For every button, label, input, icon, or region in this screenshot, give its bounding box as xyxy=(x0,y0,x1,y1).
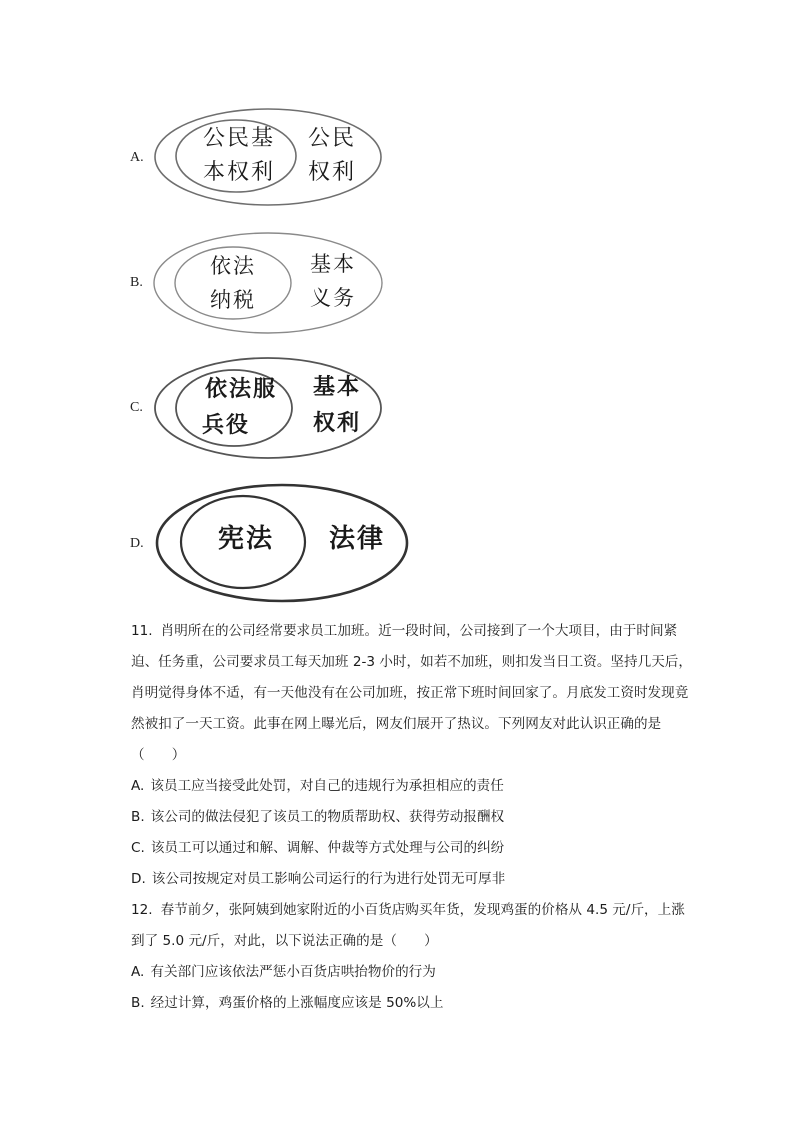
option-c-diagram xyxy=(126,350,426,470)
outer-label: 公民 权利 xyxy=(307,126,356,185)
option-letter: B. xyxy=(131,995,145,1011)
question-text: 肖明所在的公司经常要求员工加班。近一段时间，公司接到了一个大项目，由于时间紧迫、任务重，公司要求员工每天加班 2-3 小时，如若不加班，则扣发当日工资。坚持几天后，肖明觉得身体不适，有一天他没有在公司加班，按正常下班时间回家了。月底发工资时发现竟然被扣了一天工资。此事在网上曝光后，网友们展开了热议。下列网友对此认识正确的是（ ） xyxy=(131,623,692,763)
option-text: 该员工应当接受此处罚，对自己的违规行为承担相应的责任 xyxy=(150,778,504,794)
option-text: 经过计算，鸡蛋价格的上涨幅度应该是 50%以上 xyxy=(150,995,444,1011)
option-text: 该公司按规定对员工影响公司运行的行为进行处罚无可厚非 xyxy=(151,871,506,887)
inner-label: 宪法 xyxy=(217,524,274,554)
option-c-letter: C. xyxy=(130,400,143,415)
option-text: 该公司的做法侵犯了该员工的物质帮助权、获得劳动报酬权 xyxy=(150,809,505,825)
outer-label: 基本 义务 xyxy=(310,252,356,310)
option-d[interactable] xyxy=(131,864,697,895)
option-c[interactable] xyxy=(131,833,697,864)
question-text: 春节前夕，张阿姨到她家附近的小百货店购买年货，发现鸡蛋的价格从 4.5 元/斤，上涨到了 5.0 元/斤，对此，以下说法正确的是（ ） xyxy=(131,902,685,949)
option-letter: A. xyxy=(131,778,145,794)
question-stem xyxy=(131,616,697,771)
option-text: 该员工可以通过和解、调解、仲裁等方式处理与公司的纠纷 xyxy=(150,840,505,856)
question-11 xyxy=(131,616,697,895)
question-stem xyxy=(131,895,697,957)
outer-label: 基本 权利 xyxy=(312,375,361,436)
option-a-letter: A. xyxy=(130,150,144,165)
option-letter: B. xyxy=(131,809,145,825)
outer-label: 法律 xyxy=(328,524,385,554)
option-b-venn xyxy=(126,225,426,345)
option-a-diagram xyxy=(126,100,426,220)
inner-label: 公民基 本权利 xyxy=(202,126,275,185)
option-d-diagram xyxy=(126,482,426,602)
option-b-diagram xyxy=(126,225,426,345)
option-letter: D. xyxy=(131,871,146,887)
option-b-letter: B. xyxy=(130,275,143,290)
option-letter: A. xyxy=(131,964,145,980)
inner-label: 依法 纳税 xyxy=(210,254,256,312)
question-number: 12. xyxy=(131,902,153,918)
question-number: 11. xyxy=(131,623,153,639)
option-a[interactable] xyxy=(131,957,697,988)
option-d-letter: D. xyxy=(130,536,144,551)
option-text: 有关部门应该依法严惩小百货店哄抬物价的行为 xyxy=(150,964,436,980)
question-12 xyxy=(131,895,697,1019)
inner-label: 依法服 兵役 xyxy=(202,377,277,438)
option-a[interactable] xyxy=(131,771,697,802)
option-letter: C. xyxy=(131,840,145,856)
option-b[interactable] xyxy=(131,802,697,833)
option-b[interactable] xyxy=(131,988,697,1019)
